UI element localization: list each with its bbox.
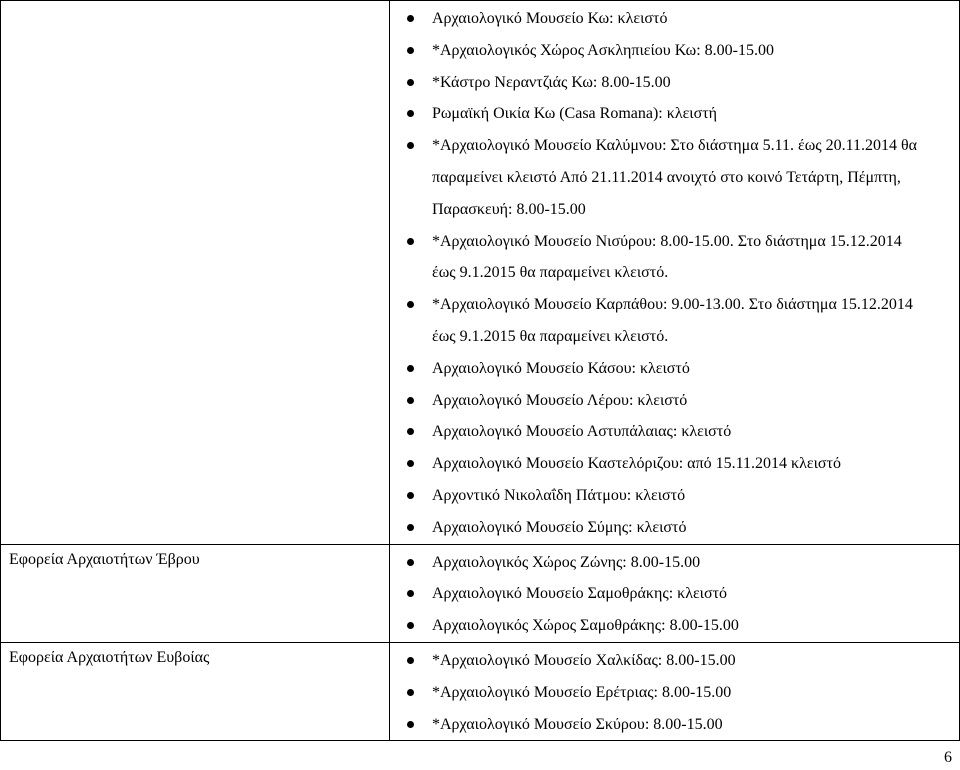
- list-item: [390, 289, 959, 353]
- bullet-icon: [407, 428, 414, 435]
- bullet-icon: [407, 689, 414, 696]
- list-item: [390, 610, 959, 642]
- bullet-icon: [407, 142, 414, 149]
- site-text: Αρχαιολογικός Χώρος Σαμοθράκης: 8.00-15.00: [432, 617, 739, 635]
- list-item: [390, 709, 959, 741]
- bullet-icon: [407, 721, 414, 728]
- site-text: Αρχαιολογικό Μουσείο Καστελόριζου: από 15.11.2014 κλειστό: [432, 455, 841, 473]
- bullet-icon: [407, 559, 414, 566]
- list-item: [390, 448, 959, 480]
- list-item: [390, 677, 959, 709]
- list-item: [390, 480, 959, 512]
- site-text: Αρχαιολογικό Μουσείο Σύμης: κλειστό: [432, 518, 687, 536]
- sites-cell: [390, 545, 959, 642]
- site-text: Αρχαιολογικός Χώρος Ζώνης: 8.00-15.00: [432, 553, 701, 571]
- bullet-icon: [407, 238, 414, 245]
- agency-name: Εφορεία Αρχαιοτήτων Έβρου: [9, 550, 200, 568]
- list-item: [390, 130, 959, 225]
- list-item: [390, 578, 959, 610]
- site-text: Αρχαιολογικό Μουσείο Αστυπάλαιας: κλειστό: [432, 423, 732, 441]
- list-item: [390, 512, 959, 544]
- page-number: 6: [944, 749, 952, 766]
- site-text: Αρχαιολογικό Μουσείο Κω: κλειστό: [432, 10, 668, 27]
- site-text: Αρχαιολογικό Μουσείο Σαμοθράκης: κλειστό: [432, 585, 728, 603]
- site-text: *Αρχαιολογικό Μουσείο Ερέτριας: 8.00-15.00: [432, 683, 732, 701]
- site-text: *Αρχαιολογικό Μουσείο Νισύρου: 8.00-15.00. Στο διάστημα 15.12.2014 έως 9.1.2015 θα παραμείνει κλειστό.: [432, 232, 902, 282]
- site-text: *Αρχαιολογικό Μουσείο Καλύμνου: Στο διάστημα 5.11. έως 20.11.2014 θα παραμείνει κλειστό Από 21.11.2014 ανοιχτό στο κοινό Τετάρτη, Πέμπτη, Παρασκευή: 8.00-15.00: [432, 137, 918, 218]
- site-list: [390, 547, 959, 642]
- bullet-icon: [407, 47, 414, 54]
- site-list: [390, 645, 959, 740]
- list-item: [390, 3, 959, 35]
- bullet-icon: [407, 365, 414, 372]
- site-text: Αρχαιολογικό Μουσείο Λέρου: κλειστό: [432, 391, 688, 409]
- site-text: *Αρχαιολογικό Μουσείο Χαλκίδας: 8.00-15.00: [432, 651, 736, 669]
- table-row: [0, 642, 960, 741]
- site-text: *Αρχαιολογικό Μουσείο Καρπάθου: 9.00-13.00. Στο διάστημα 15.12.2014 έως 9.1.2015 θα παραμείνει κλειστό.: [432, 296, 913, 345]
- site-text: Ρωμαϊκή Οικία Κω (Casa Romana): κλειστή: [432, 105, 718, 123]
- list-item: [390, 385, 959, 417]
- bullet-icon: [407, 590, 414, 597]
- list-item: [390, 35, 959, 67]
- list-item: [390, 98, 959, 130]
- sites-cell: [390, 643, 959, 740]
- bullet-icon: [407, 79, 414, 86]
- bullet-icon: [407, 110, 414, 117]
- bullet-icon: [407, 15, 414, 22]
- bullet-icon: [407, 460, 414, 467]
- site-text: Αρχοντικό Νικολαΐδη Πάτμου: κλειστό: [432, 486, 686, 504]
- list-item: [390, 645, 959, 677]
- site-text: *Αρχαιολογικός Χώρος Ασκληπιείου Κω: 8.00-15.00: [432, 41, 774, 59]
- list-item: [390, 353, 959, 385]
- bullet-icon: [407, 397, 414, 404]
- bullet-icon: [407, 301, 414, 308]
- sites-cell: [390, 1, 959, 544]
- bullet-icon: [407, 492, 414, 499]
- site-text: Αρχαιολογικό Μουσείο Κάσου: κλειστό: [432, 359, 690, 377]
- bullet-icon: [407, 657, 414, 664]
- table-row: [0, 544, 960, 642]
- list-item: [390, 226, 959, 290]
- agency-name: Εφορεία Αρχαιοτήτων Ευβοίας: [9, 648, 210, 666]
- site-text: *Αρχαιολογικό Μουσείο Σκύρου: 8.00-15.00: [432, 715, 723, 733]
- bullet-icon: [407, 622, 414, 629]
- list-item: [390, 547, 959, 579]
- list-item: [390, 416, 959, 448]
- site-text: *Κάστρο Νεραντζιάς Κω: 8.00-15.00: [432, 73, 671, 91]
- bullet-icon: [407, 524, 414, 531]
- site-list: [390, 3, 959, 544]
- list-item: [390, 67, 959, 99]
